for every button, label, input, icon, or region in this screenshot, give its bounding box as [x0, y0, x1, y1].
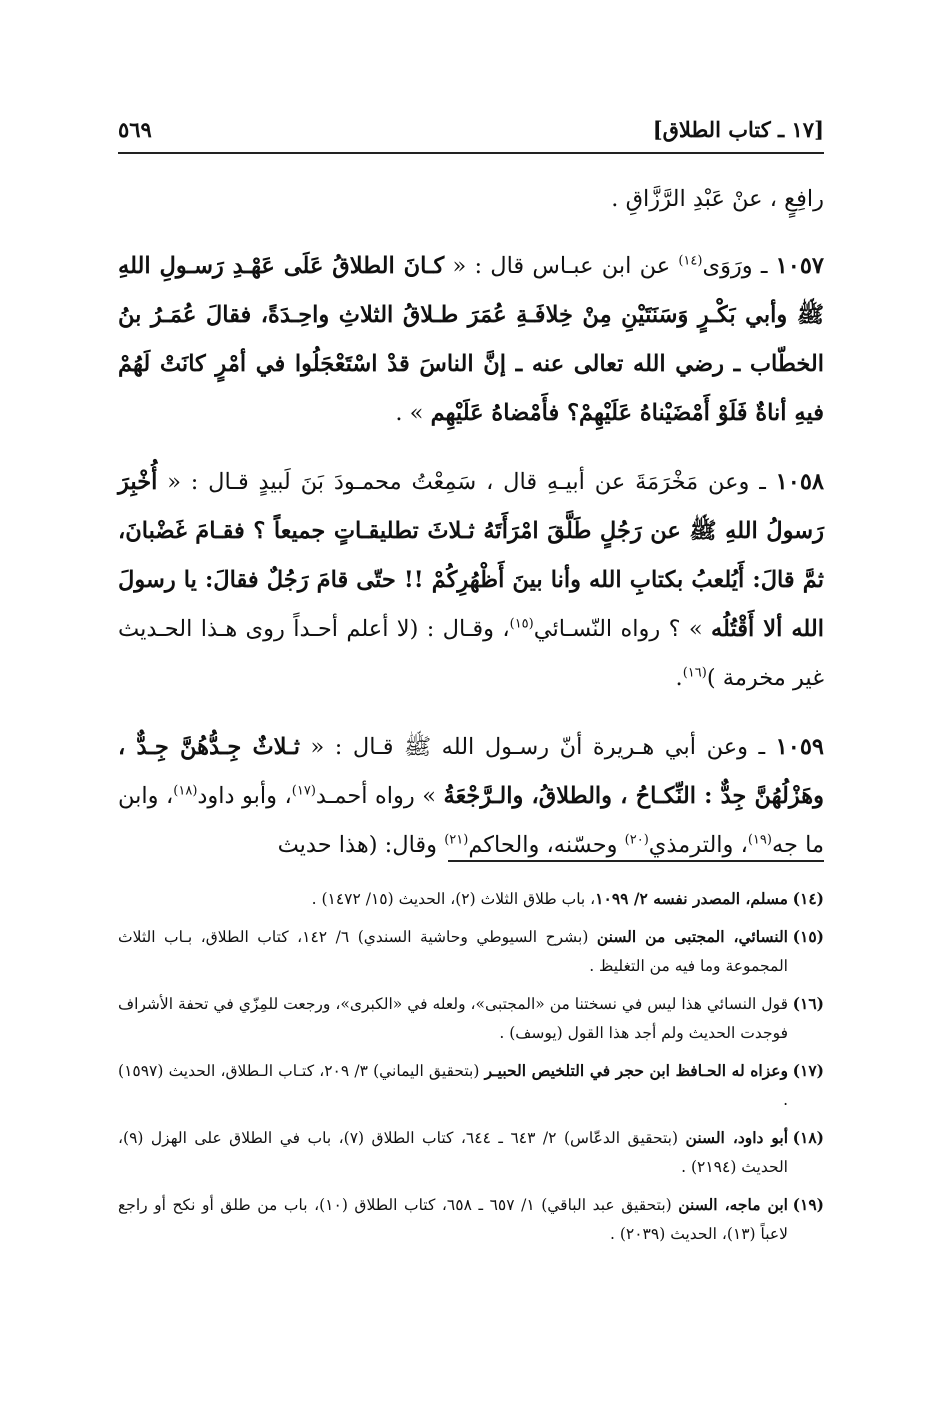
header-divider [118, 152, 824, 154]
footnote-ref: (١٧) [291, 783, 316, 799]
hadith-quote: كـانَ الطلاقُ عَلَى عَهْـدِ رَسـولِ اللهِ ﷺ وأبي بَكْـرٍ وَسَنَتَيْنِ مِنْ خِلافَـةِ عُمَرَ طـلاقُ الثلاثِ واحِـدَةً، فقالَ عُمَـرُ بنُ الخطّاب ـ رضي الله تعالى عنه ـ إنَّ الناسَ قدْ اسْتَعْجَلُوا في أمْرٍ كانَتْ لَهُمْ فيهِ أناةٌ فَلَوْ أَمْضَيْناهُ عَلَيْهِمْ؟ فأَمْضاهُ عَلَيْهِم [118, 253, 824, 426]
footnote-divider [448, 860, 824, 862]
footnote-ref: (١٩) [747, 832, 772, 848]
footnote-ref: (١٥) [509, 616, 534, 632]
hadith-quote: ثـلاثٌ جِـدُّهُنَّ جِـدٌّ ، وهَزْلُهُنَّ جِدٌّ : النِّكـاحُ ، والطلاقُ، والـرَّجْعَةُ [118, 734, 824, 809]
hadith-number: ١٠٥٧ [775, 253, 824, 279]
hadith-1059: ١٠٥٩ ـ وعن أبي هـريرة أنّ رسـول الله ﷺ قـال : « ثـلاثٌ جِـدُّهُنَّ جِـدٌّ ، وهَزْلُهُنَّ جِدٌّ : النِّكـاحُ ، والطلاقُ، والـرَّجْعَةُ » رواه أحمـد$^{(١٧)}$، وأبو داود$^{(١٨)}$، وابن ما جه$^{(١٩)}$، والترمذي$^{(٢٠)}$ وحسّنه، والحاكم$^{(٢١)}$ وقال: (هذا حديث [118, 734, 824, 858]
footnote-number: (١٥) [792, 927, 824, 946]
page-number: ٥٦٩ [118, 116, 152, 142]
footnote-19: (١٩) ابن ماجه، السنن (بتحقيق عبد الباقي) ١/ ٦٥٧ ـ ٦٥٨، كتاب الطلاق (١٠)، باب من طلق أو نكح أو راجع لاعباً (١٣)، الحديث (٢٠٣٩) . [118, 1190, 824, 1249]
footnote-ref: (٢١) [444, 832, 469, 848]
hadith-number: ١٠٥٨ [775, 469, 824, 495]
footnotes [118, 884, 824, 1257]
footnote-ref: (١٦) [682, 665, 707, 681]
paragraph-intro: رافِعٍ ، عنْ عَبْدِ الرَّزَّاقِ . [611, 186, 824, 212]
running-header [118, 108, 824, 150]
footnote-18: (١٨) أبو داود، السنن (بتحقيق الدعّاس) ٢/ ٦٤٣ ـ ٦٤٤، كتاب الطلاق (٧)، باب في الطلاق على الهزل (٩)، الحديث (٢١٩٤) . [118, 1123, 824, 1182]
footnote-number: (١٧) [792, 1061, 824, 1080]
hadith-number: ١٠٥٩ [775, 734, 824, 760]
footnote-ref: (٢٠) [624, 832, 649, 848]
footnote-14: (١٤) مسلم، المصدر نفسه ٢/ ١٠٩٩، باب طلاق الثلاث (٢)، الحديث (١٥/ ١٤٧٢) . [118, 884, 824, 914]
chapter-title: [١٧ ـ كتاب الطلاق] [652, 116, 824, 142]
footnote-number: (١٨) [792, 1128, 824, 1147]
footnote-ref: (١٤) [678, 253, 703, 269]
hadith-1057: ١٠٥٧ ـ ورَوَى$^{(١٤)}$ عن ابن عبـاس قال : « كـانَ الطلاقُ عَلَى عَهْـدِ رَسـولِ اللهِ ﷺ وأبي بَكْـرٍ وَسَنَتَيْنِ مِنْ خِلافَـةِ عُمَرَ طـلاقُ الثلاثِ واحِـدَةً، فقالَ عُمَـرُ بنُ الخطّاب ـ رضي الله تعالى عنه ـ إنَّ الناسَ قدْ اسْتَعْجَلُوا في أمْرٍ كانَتْ لَهُمْ فيهِ أناةٌ فَلَوْ أَمْضَيْناهُ عَلَيْهِمْ؟ فأَمْضاهُ عَلَيْهِم » . [118, 253, 824, 426]
footnote-number: (١٩) [792, 1195, 824, 1214]
footnote-number: (١٦) [792, 994, 824, 1013]
hadith-quote: أُخْبِرَ رَسولُ اللهِ ﷺ عن رَجُلٍ طَلَّقَ امْرَأَتَهُ ثـلاثَ تطليقـاتٍ جميعاً ؟ فقـامَ غَضْبانَ، ثمَّ قالَ: أَيُلعبُ بكتابِ الله وأنا بينَ أَظْهُرِكُمْ !! حتّى قامَ رَجُلٌ فقالَ: يا رسولَ الله ألا أَقْتُلُه [118, 469, 824, 642]
main-text [118, 175, 824, 890]
footnote-ref: (١٨) [173, 783, 198, 799]
hadith-1058: ١٠٥٨ ـ وعن مَخْرَمَةَ عن أبيـهِ قال ، سَمِعْتُ محمـودَ بَنَ لَبيدٍ قـال : « أُخْبِرَ رَسولُ اللهِ ﷺ عن رَجُلٍ طَلَّقَ امْرَأَتَهُ ثـلاثَ تطليقـاتٍ جميعاً ؟ فقـامَ غَضْبانَ، ثمَّ قالَ: أَيُلعبُ بكتابِ الله وأنا بينَ أَظْهُرِكُمْ !! حتّى قامَ رَجُلٌ فقالَ: يا رسولَ الله ألا أَقْتُلُه » ؟ رواه النّسـائي$^{(١٥)}$، وقـال : (لا أعلم أحـداً روى هـذا الحـديث غير مخرمة )$^{(١٦)}$. [118, 469, 824, 691]
footnote-15: (١٥) النسائي، المجتبى من السنن (بشرح السيوطي وحاشية السندي) ٦/ ١٤٢، كتاب الطلاق، بـاب الثلاث المجموعة وما فيه من التغليظ . [118, 922, 824, 981]
footnote-number: (١٤) [792, 889, 824, 908]
footnote-17: (١٧) وعزاه له الحـافظ ابن حجر في التلخيص الحبيـر (بتحقيق اليماني) ٣/ ٢٠٩، كتـاب الـطلاق، الحديث (١٥٩٧) . [118, 1056, 824, 1115]
footnote-16: (١٦) قول النسائي هذا ليس في نسختنا من «المجتبى»، ولعله في «الكبرى»، ورجعت للمِزّي في تحفة الأشراف فوجدت الحديث ولم أجد هذا القول (يوسف) . [118, 989, 824, 1048]
